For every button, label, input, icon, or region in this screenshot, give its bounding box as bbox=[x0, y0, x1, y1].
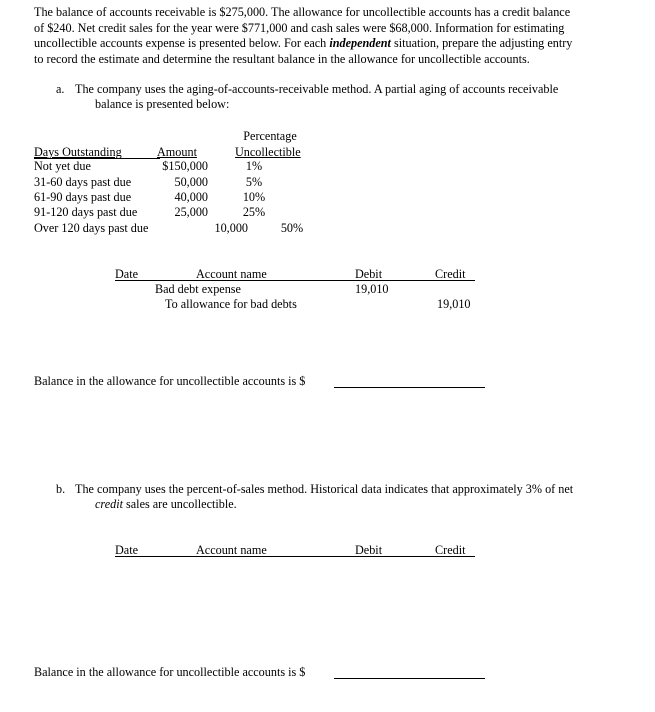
part-b-text-line-2 bbox=[95, 497, 237, 511]
aging-days-3: 61-90 days past due bbox=[34, 190, 132, 204]
aging-pct-1: 1% bbox=[245, 159, 263, 173]
journal-a-credit-account: To allowance for bad debts bbox=[165, 297, 297, 311]
journal-a-debit-amount: 19,010 bbox=[355, 282, 389, 296]
problem-intro bbox=[34, 5, 634, 67]
intro-line-4: to record the estimate and determine the resultant balance in the allowance for uncollectible accounts. bbox=[34, 51, 530, 66]
header-percentage: Percentage bbox=[243, 129, 297, 143]
header-amount: Amount bbox=[157, 145, 197, 159]
aging-amount-2: 50,000 bbox=[174, 175, 208, 189]
aging-pct-5: 50% bbox=[280, 221, 304, 235]
intro-line-3 bbox=[34, 36, 634, 52]
aging-days-2: 31-60 days past due bbox=[34, 175, 132, 189]
part-a-text-line-2: balance is presented below: bbox=[95, 97, 230, 111]
aging-pct-2: 5% bbox=[245, 175, 263, 189]
journal-a-credit-amount: 19,010 bbox=[437, 297, 471, 311]
part-b-balance-label: Balance in the allowance for uncollectible accounts is $ bbox=[34, 665, 306, 679]
aging-days-4: 91-120 days past due bbox=[34, 205, 138, 219]
journal-b-credit-header: Credit bbox=[435, 543, 466, 557]
part-a-marker: a. bbox=[56, 82, 65, 96]
intro-line-1: The balance of accounts receivable is $275,000. The allowance for uncollectible accounts has a credit balance bbox=[34, 5, 571, 19]
intro-line-3-after: situation, prepare the adjusting entry bbox=[390, 36, 573, 50]
journal-a-debit-header: Debit bbox=[355, 267, 383, 281]
credit-emphasis: credit bbox=[95, 497, 123, 511]
intro-line-2: of $240. Net credit sales for the year were $771,000 and cash sales were $68,000. Information for estimating bbox=[34, 20, 565, 35]
journal-a-date-header: Date bbox=[115, 267, 139, 281]
part-b-text-line-2-after: sales are uncollectible. bbox=[122, 497, 237, 511]
journal-a-debit-account: Bad debt expense bbox=[155, 282, 241, 296]
aging-amount-3: 40,000 bbox=[174, 190, 208, 204]
aging-pct-3: 10% bbox=[242, 190, 266, 204]
journal-b-debit-header: Debit bbox=[355, 543, 383, 557]
journal-b-header-rule bbox=[115, 556, 475, 557]
aging-amount-4: 25,000 bbox=[174, 205, 208, 219]
aging-days-1: Not yet due bbox=[34, 159, 91, 173]
part-b-text-line-1: The company uses the percent-of-sales method. Historical data indicates that approximately 3% of net bbox=[75, 482, 574, 496]
intro-line-3-before: uncollectible accounts expense is presented below. For each bbox=[34, 36, 330, 50]
header-uncollectible: Uncollectible bbox=[235, 145, 301, 159]
journal-a-header-rule bbox=[115, 280, 475, 281]
independent-emphasis: independent bbox=[329, 36, 391, 50]
aging-pct-4: 25% bbox=[242, 205, 266, 219]
part-a-balance-label: Balance in the allowance for uncollectible accounts is $ bbox=[34, 374, 306, 388]
part-b-marker: b. bbox=[56, 482, 66, 496]
journal-a-credit-header: Credit bbox=[435, 267, 466, 281]
aging-amount-5: 10,000 bbox=[214, 221, 248, 235]
part-a-text-line-1: The company uses the aging-of-accounts-receivable method. A partial aging of accounts receivable bbox=[75, 82, 559, 96]
journal-b-date-header: Date bbox=[115, 543, 139, 557]
journal-a-account-header: Account name bbox=[196, 267, 267, 281]
journal-b-account-header: Account name bbox=[196, 543, 267, 557]
header-days-outstanding: Days Outstanding bbox=[34, 145, 122, 159]
part-a-balance-blank[interactable] bbox=[334, 387, 485, 388]
aging-days-5: Over 120 days past due bbox=[34, 221, 149, 235]
aging-amount-1: $150,000 bbox=[162, 159, 208, 173]
part-b-balance-blank[interactable] bbox=[334, 678, 485, 679]
